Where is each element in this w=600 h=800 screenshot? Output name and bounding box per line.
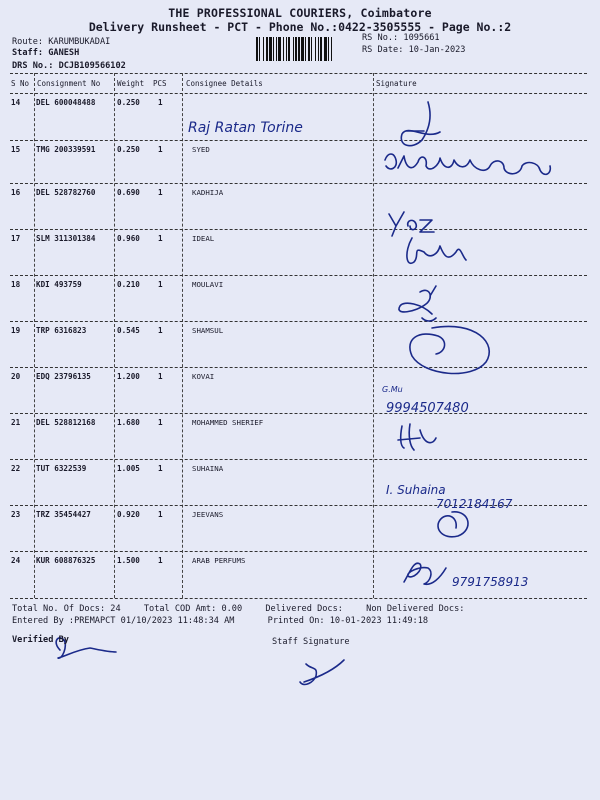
cell-pcs: 1 bbox=[158, 326, 163, 335]
runsheet-subtitle: Delivery Runsheet - PCT - Phone No.:0422-3505555 - Page No.:2 bbox=[88, 20, 512, 34]
total-docs: Total No. Of Docs: 24 bbox=[12, 604, 121, 614]
table-bottom-rule bbox=[10, 598, 587, 599]
barcode-bar bbox=[269, 37, 272, 61]
footer-entry bbox=[12, 616, 428, 626]
cell-consignee: KADHIJA bbox=[192, 188, 224, 197]
handwritten-initials: G.Mu bbox=[382, 385, 403, 394]
barcode-bar bbox=[295, 37, 297, 61]
cell-consignment: KUR 608876325 bbox=[36, 556, 96, 565]
cell-consignee: SHAMSUL bbox=[192, 326, 224, 335]
table-row bbox=[0, 184, 600, 230]
cell-sno: 23 bbox=[11, 510, 21, 519]
barcode-bar bbox=[273, 37, 274, 61]
table-top-rule bbox=[10, 73, 587, 74]
col-weight-header: Weight bbox=[117, 79, 145, 88]
cell-sno: 19 bbox=[11, 326, 21, 335]
cell-pcs: 1 bbox=[158, 464, 163, 473]
handwritten-phone: 7012184167 bbox=[436, 497, 513, 511]
cell-pcs: 1 bbox=[158, 372, 163, 381]
cell-weight: 0.250 bbox=[117, 145, 140, 154]
handwritten-phone: 9994507480 bbox=[386, 401, 469, 416]
cell-consignee: SYED bbox=[192, 145, 210, 154]
staff-label: Staff: GANESH bbox=[12, 48, 80, 58]
barcode-bar bbox=[318, 37, 319, 61]
cell-consignee: SUHAINA bbox=[192, 464, 224, 473]
col-sno-header: S No bbox=[11, 79, 30, 88]
non-delivered-docs: Non Delivered Docs: bbox=[366, 604, 465, 614]
handwritten-phone: 9791758913 bbox=[452, 575, 529, 589]
delivered-docs: Delivered Docs: bbox=[265, 604, 343, 614]
cell-consignment: SLM 311301384 bbox=[36, 234, 96, 243]
cell-weight: 0.210 bbox=[117, 280, 140, 289]
cell-consignment: DEL 528812168 bbox=[36, 418, 96, 427]
cell-weight: 0.960 bbox=[117, 234, 140, 243]
barcode-bar bbox=[331, 37, 332, 61]
cell-pcs: 1 bbox=[158, 234, 163, 243]
barcode-bar bbox=[276, 37, 277, 61]
barcode-bar bbox=[293, 37, 294, 61]
col-consignee-header: Consignee Details bbox=[186, 79, 263, 88]
cell-pcs: 1 bbox=[158, 145, 163, 154]
entered-by: Entered By :PREMAPCT 01/10/2023 11:48:34 AM bbox=[12, 616, 235, 626]
cell-consignee: JEEVANS bbox=[192, 510, 224, 519]
route-label: Route: KARUMBUKADAI bbox=[12, 37, 111, 47]
cell-sno: 16 bbox=[11, 188, 21, 197]
footer-totals bbox=[12, 604, 482, 614]
handwritten-name: Raj Ratan Torine bbox=[188, 120, 303, 136]
barcode-bar bbox=[278, 37, 281, 61]
cell-weight: 1.500 bbox=[117, 556, 140, 565]
barcode-bar bbox=[320, 37, 322, 61]
table-row bbox=[0, 141, 600, 187]
table-row bbox=[0, 368, 600, 414]
cell-sno: 18 bbox=[11, 280, 21, 289]
drs-number: DRS No.: DCJB109566102 bbox=[12, 61, 126, 71]
barcode-bar bbox=[263, 37, 264, 61]
cell-weight: 0.920 bbox=[117, 510, 140, 519]
col-pcs-header: PCS bbox=[153, 79, 167, 88]
barcode-bar bbox=[286, 37, 287, 61]
cell-sno: 15 bbox=[11, 145, 21, 154]
cell-consignee: KOVAI bbox=[192, 372, 215, 381]
cell-consignment: EDQ 23796135 bbox=[36, 372, 91, 381]
verified-by-label: Verified By bbox=[12, 635, 69, 645]
table-row bbox=[0, 460, 600, 506]
cell-sno: 21 bbox=[11, 418, 21, 427]
cell-consignment: DEL 528782760 bbox=[36, 188, 96, 197]
table-row bbox=[0, 94, 600, 140]
cell-pcs: 1 bbox=[158, 556, 163, 565]
table-row bbox=[0, 552, 600, 598]
cell-weight: 0.250 bbox=[117, 98, 140, 107]
cell-consignee: ARAB PERFUMS bbox=[192, 556, 246, 565]
total-cod: Total COD Amt: 0.00 bbox=[143, 604, 243, 614]
cell-sno: 24 bbox=[11, 556, 21, 565]
table-row bbox=[0, 230, 600, 276]
company-title: THE PROFESSIONAL COURIERS, Coimbatore bbox=[168, 6, 432, 20]
cell-weight: 0.545 bbox=[117, 326, 140, 335]
cell-consignment: TMG 200339591 bbox=[36, 145, 96, 154]
cell-consignment: TRP 6316823 bbox=[36, 326, 87, 335]
barcode-icon bbox=[256, 37, 356, 61]
barcode-bar bbox=[259, 37, 260, 61]
cell-pcs: 1 bbox=[158, 98, 163, 107]
cell-consignee: MOHAMMED SHERIEF bbox=[192, 418, 264, 427]
barcode-bar bbox=[283, 37, 284, 61]
cell-consignment: TRZ 35454427 bbox=[36, 510, 91, 519]
barcode-bar bbox=[308, 37, 310, 61]
col-consignment-header: Consignment No bbox=[37, 79, 101, 88]
cell-weight: 1.005 bbox=[117, 464, 140, 473]
barcode-bar bbox=[301, 37, 304, 61]
barcode-bar bbox=[298, 37, 300, 61]
barcode-bar bbox=[266, 37, 268, 61]
barcode-bar bbox=[324, 37, 327, 61]
barcode-bar bbox=[311, 37, 312, 61]
cell-weight: 1.200 bbox=[117, 372, 140, 381]
cell-weight: 0.690 bbox=[117, 188, 140, 197]
barcode-bar bbox=[288, 37, 290, 61]
table-row bbox=[0, 322, 600, 368]
barcode-bar bbox=[328, 37, 329, 61]
rs-number: RS No.: 1095661 bbox=[362, 33, 440, 43]
cell-consignment: DEL 600048488 bbox=[36, 98, 96, 107]
cell-pcs: 1 bbox=[158, 510, 163, 519]
cell-pcs: 1 bbox=[158, 280, 163, 289]
cell-weight: 1.680 bbox=[117, 418, 140, 427]
barcode-bar bbox=[305, 37, 306, 61]
table-row bbox=[0, 506, 600, 552]
cell-sno: 17 bbox=[11, 234, 21, 243]
signature-scribble bbox=[300, 660, 344, 684]
cell-consignment: KDI 493759 bbox=[36, 280, 82, 289]
barcode-bar bbox=[256, 37, 258, 61]
table-row bbox=[0, 276, 600, 322]
cell-pcs: 1 bbox=[158, 418, 163, 427]
barcode-bar bbox=[315, 37, 316, 61]
cell-sno: 22 bbox=[11, 464, 21, 473]
cell-pcs: 1 bbox=[158, 188, 163, 197]
rs-date: RS Date: 10-Jan-2023 bbox=[362, 45, 466, 55]
cell-consignee: IDEAL bbox=[192, 234, 215, 243]
col-signature-header: Signature bbox=[376, 79, 417, 88]
cell-sno: 14 bbox=[11, 98, 21, 107]
printed-on: Printed On: 10-01-2023 11:49:18 bbox=[267, 616, 429, 626]
staff-signature-label: Staff Signature bbox=[272, 637, 350, 647]
table-row bbox=[0, 414, 600, 460]
handwritten-name: I. Suhaina bbox=[386, 483, 446, 497]
cell-sno: 20 bbox=[11, 372, 21, 381]
cell-consignee: MOULAVI bbox=[192, 280, 224, 289]
cell-consignment: TUT 6322539 bbox=[36, 464, 87, 473]
